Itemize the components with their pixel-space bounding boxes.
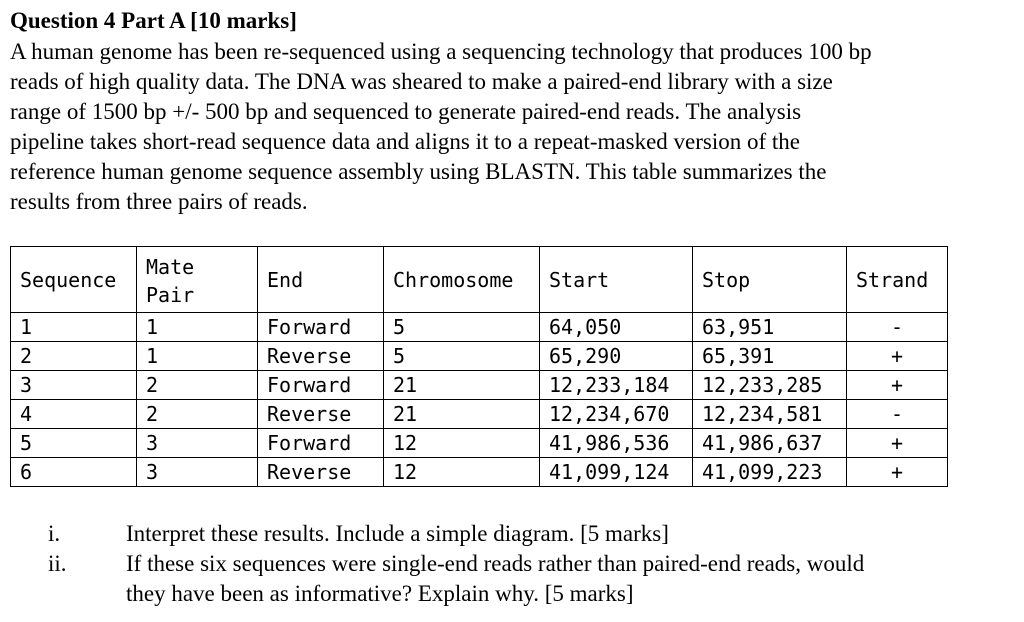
cell-stop: 12,233,285 (693, 371, 847, 400)
table-row (11, 429, 948, 458)
cell-chromosome: 21 (384, 371, 540, 400)
cell-mate-pair: 2 (137, 371, 258, 400)
cell-end: Reverse (258, 400, 384, 429)
sub-question (0, 549, 1024, 609)
intro-line: A human genome has been re-sequenced using a sequencing technology that produces 100 bp (10, 39, 872, 64)
cell-strand: + (847, 458, 948, 487)
sub-question-list (0, 519, 1024, 609)
cell-start: 65,290 (540, 342, 693, 371)
cell-strand: + (847, 429, 948, 458)
cell-stop: 63,951 (693, 313, 847, 342)
cell-mate-pair: 1 (137, 342, 258, 371)
cell-chromosome: 21 (384, 400, 540, 429)
cell-stop: 41,986,637 (693, 429, 847, 458)
cell-chromosome: 12 (384, 458, 540, 487)
sub-question (0, 519, 1024, 549)
cell-sequence: 2 (11, 342, 137, 371)
cell-stop: 12,234,581 (693, 400, 847, 429)
header-end: End (258, 247, 384, 313)
header-start: Start (540, 247, 693, 313)
cell-strand: + (847, 371, 948, 400)
results-table (10, 246, 948, 487)
cell-sequence: 4 (11, 400, 137, 429)
question-heading: Question 4 Part A [10 marks] (10, 8, 297, 33)
cell-mate-pair: 3 (137, 429, 258, 458)
sub-question-line: Interpret these results. Include a simple diagram. [5 marks] (126, 521, 669, 546)
cell-sequence: 3 (11, 371, 137, 400)
cell-start: 41,099,124 (540, 458, 693, 487)
cell-start: 12,234,670 (540, 400, 693, 429)
cell-mate-pair: 2 (137, 400, 258, 429)
cell-chromosome: 12 (384, 429, 540, 458)
cell-mate-pair: 3 (137, 458, 258, 487)
cell-stop: 41,099,223 (693, 458, 847, 487)
intro-line: reference human genome sequence assembly using BLASTN. This table summarizes the (10, 159, 827, 184)
header-stop: Stop (693, 247, 847, 313)
cell-start: 41,986,536 (540, 429, 693, 458)
cell-strand: - (847, 313, 948, 342)
sub-question-line: they have been as informative? Explain why. [5 marks] (126, 581, 634, 606)
cell-end: Reverse (258, 342, 384, 371)
sub-question-text (126, 549, 1006, 609)
cell-mate-pair: 1 (137, 313, 258, 342)
table-header-row (11, 247, 948, 313)
table-row (11, 458, 948, 487)
cell-end: Forward (258, 429, 384, 458)
table-row (11, 400, 948, 429)
sub-question-text (126, 519, 1006, 549)
cell-start: 64,050 (540, 313, 693, 342)
header-sequence: Sequence (11, 247, 137, 313)
header-mate-pair (137, 247, 258, 313)
header-mate-pair-line1: Mate (146, 254, 195, 279)
cell-stop: 65,391 (693, 342, 847, 371)
intro-line: reads of high quality data. The DNA was sheared to make a paired-end library with a size (10, 69, 833, 94)
cell-sequence: 5 (11, 429, 137, 458)
cell-sequence: 6 (11, 458, 137, 487)
header-mate-pair-line2: Pair (146, 282, 195, 307)
cell-end: Forward (258, 371, 384, 400)
sub-question-number: i. (48, 521, 61, 546)
cell-chromosome: 5 (384, 342, 540, 371)
intro-line: range of 1500 bp +/- 500 bp and sequenced to generate paired-end reads. The analysis (10, 99, 802, 124)
table-row (11, 371, 948, 400)
intro-line: results from three pairs of reads. (10, 189, 308, 214)
cell-end: Forward (258, 313, 384, 342)
cell-chromosome: 5 (384, 313, 540, 342)
cell-end: Reverse (258, 458, 384, 487)
table-row (11, 313, 948, 342)
sub-question-line: If these six sequences were single-end reads rather than paired-end reads, would (126, 551, 865, 576)
cell-strand: + (847, 342, 948, 371)
table-row (11, 342, 948, 371)
cell-sequence: 1 (11, 313, 137, 342)
header-strand: Strand (847, 247, 948, 313)
header-chromosome: Chromosome (384, 247, 540, 313)
sub-question-number: ii. (48, 551, 67, 576)
intro-line: pipeline takes short-read sequence data and aligns it to a repeat-masked version of the (10, 129, 801, 154)
cell-start: 12,233,184 (540, 371, 693, 400)
question-intro (10, 37, 1010, 217)
cell-strand: - (847, 400, 948, 429)
